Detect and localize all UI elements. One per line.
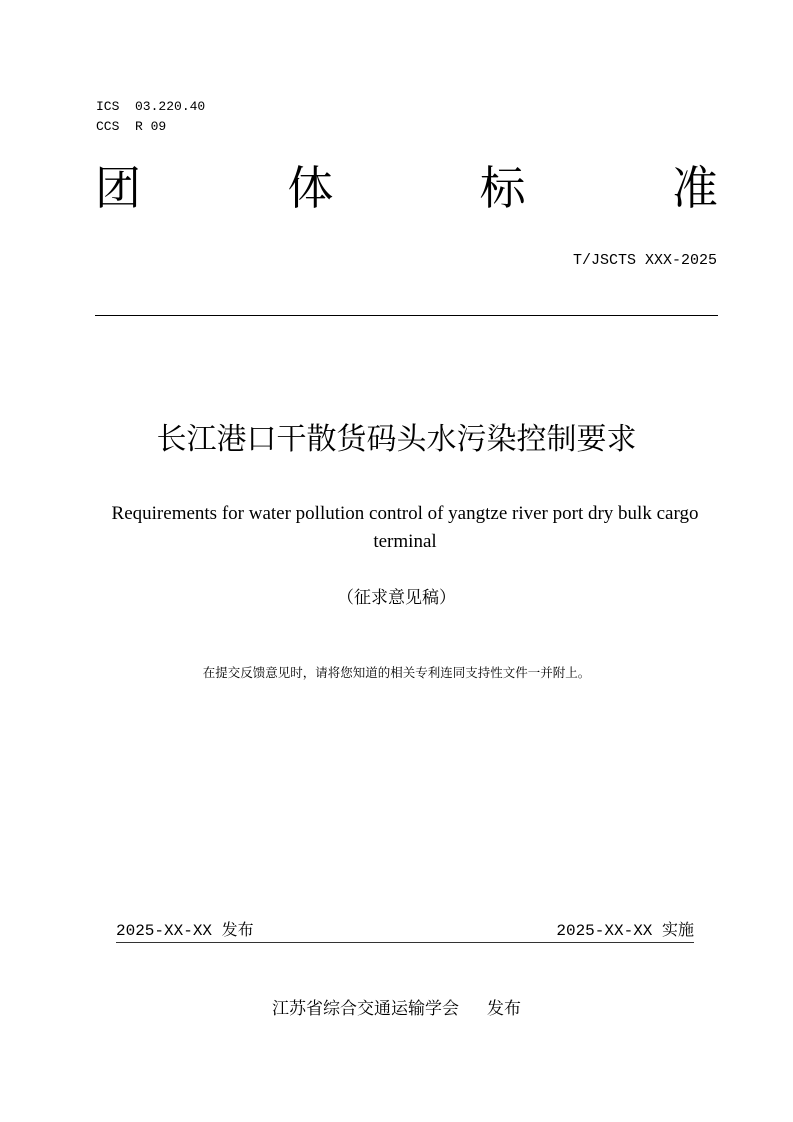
patent-note: 在提交反馈意见时，请将您知道的相关专利连同支持性文件一并附上。: [202, 665, 591, 680]
standard-type-char: 体: [287, 161, 334, 215]
standard-type-char: 团: [95, 161, 141, 215]
implement-date: 2025-XX-XX 实施: [556, 922, 694, 940]
draft-status-label: （征求意见稿）: [337, 588, 456, 608]
standard-type-char: 标: [479, 161, 526, 215]
standard-type-heading: [95, 158, 718, 218]
ccs-code: CCS R 09: [96, 119, 167, 134]
document-title-en: Requirements for water pollution control of yangtze river port dry bulk cargo terminal: [111, 503, 699, 552]
publisher-line: [0, 994, 793, 1019]
header-divider: [95, 315, 718, 316]
document-title-cn: 长江港口干散货码头水污染控制要求: [156, 422, 637, 457]
publish-date: 2025-XX-XX 发布: [116, 922, 254, 940]
classification-codes: [96, 97, 205, 137]
publisher-action: 发布: [487, 999, 521, 1019]
standard-type-char: 准: [671, 161, 718, 215]
standard-number: T/JSCTS XXX-2025: [572, 252, 717, 269]
dates-row: [116, 920, 694, 943]
publisher-org: 江苏省综合交通运输学会: [272, 999, 459, 1019]
ics-code: ICS 03.220.40: [96, 99, 206, 114]
